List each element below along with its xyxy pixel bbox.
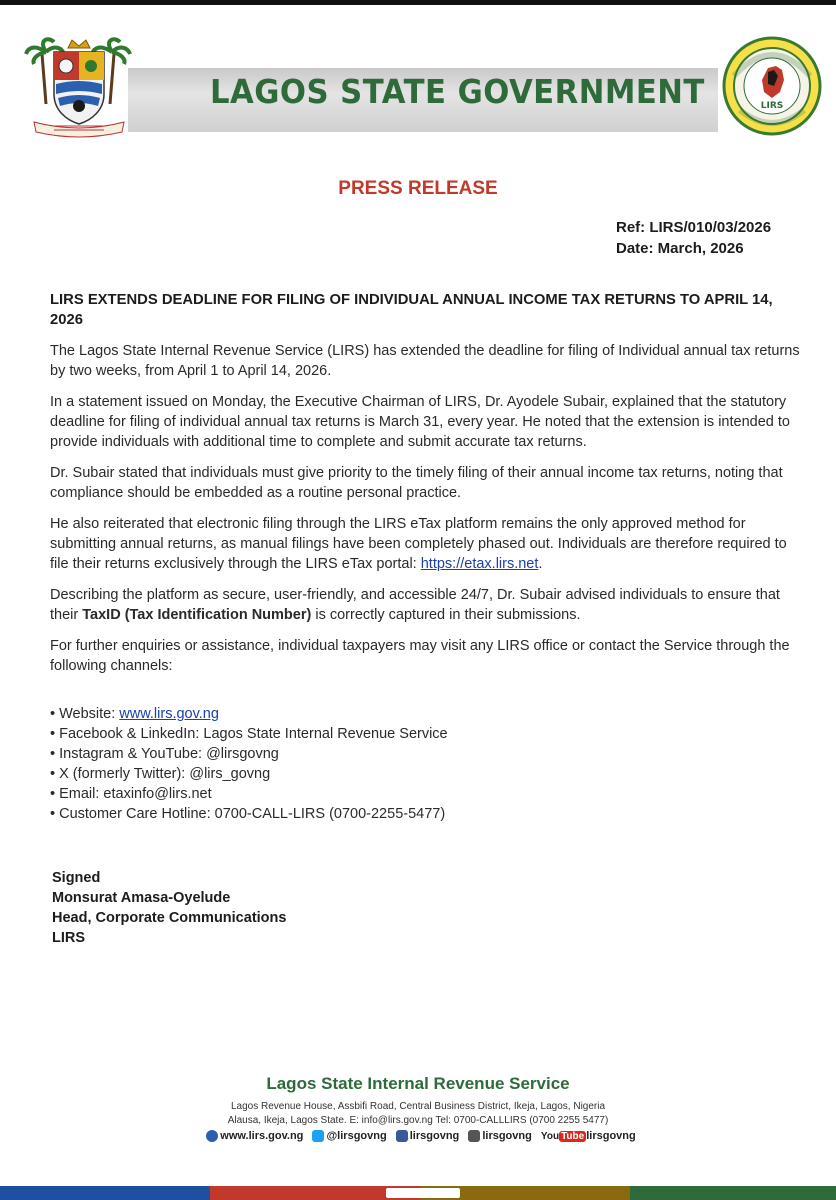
strip-label (386, 1188, 460, 1198)
channel-x: • X (formerly Twitter): @lirs_govng (50, 766, 271, 782)
footer-address-line-1: Lagos Revenue House, Assbifi Road, Central Business District, Ikeja, Lagos, Nigeria (230, 1101, 606, 1112)
letterhead (0, 28, 836, 138)
footer (0, 1074, 836, 1142)
channel-email: • Email: etaxinfo@lirs.net (50, 786, 212, 802)
signed-label: Signed (52, 870, 101, 886)
paragraph-4: He also reiterated that electronic filing through the LIRS eTax platform remains the only approved method for submitting annual returns, as manual filings have been completely phased out. Individuals are therefore required to file their returns exclusively through the LIRS eTax portal: https://etax.lirs.net. (50, 516, 787, 572)
website-link[interactable]: www.lirs.gov.ng (119, 706, 219, 722)
lirs-seal-logo (722, 36, 822, 136)
headline: LIRS EXTENDS DEADLINE FOR FILING OF INDIVIDUAL ANNUAL INCOME TAX RETURNS TO APRIL 14, 2026 (50, 292, 773, 328)
footer-website: www.lirs.gov.ng (220, 1130, 304, 1142)
svg-text:LIRS: LIRS (760, 101, 784, 111)
taxid-emphasis: TaxID (Tax Identification Number) (82, 607, 312, 623)
twitter-icon (312, 1130, 324, 1142)
signatory-title: Head, Corporate Communications (52, 910, 287, 926)
footer-facebook: lirsgovng (409, 1130, 460, 1142)
press-release-body (50, 290, 802, 824)
paragraph-6: For further enquiries or assistance, individual taxpayers may visit any LIRS office or contact the Service through the following channels: (50, 638, 790, 674)
footer-twitter: @lirsgovng (326, 1130, 387, 1142)
globe-icon (206, 1130, 218, 1142)
instagram-icon (468, 1130, 480, 1142)
contact-channels-list (50, 704, 802, 824)
channel-website: • Website: www.lirs.gov.ng (50, 706, 219, 722)
footer-social-row (0, 1130, 836, 1142)
footer-address-line-2: Alausa, Ikeja, Lagos State. E: info@lirs.gov.ng Tel: 0700-CALLLIRS (0700 2255 5477) (227, 1115, 609, 1126)
banner-title: LAGOS STATE GOVERNMENT (210, 72, 705, 111)
reference-number: Ref: LIRS/010/03/2026 (616, 219, 772, 236)
footer-instagram: lirsgovng (482, 1130, 532, 1142)
footer-youtube: lirsgovng (586, 1130, 636, 1142)
footer-title: Lagos State Internal Revenue Service (266, 1074, 570, 1093)
top-border (0, 0, 836, 5)
paragraph-5: Describing the platform as secure, user-friendly, and accessible 24/7, Dr. Subair advised individuals to ensure that their TaxID (Tax Identification Number) is correctly captured in their submissions. (50, 587, 780, 623)
signatory-name: Monsurat Amasa-Oyelude (52, 890, 231, 906)
lagos-coat-of-arms-logo (24, 34, 134, 140)
signature-block (52, 868, 286, 948)
channel-hotline: • Customer Care Hotline: 0700-CALL-LIRS (0700-2255-5477) (50, 806, 446, 822)
paragraph-1: The Lagos State Internal Revenue Service (LIRS) has extended the deadline for filing of Individual annual tax returns by two weeks, from April 1 to April 14, 2026. (50, 343, 800, 379)
paragraph-3: Dr. Subair stated that individuals must give priority to the timely filing of their annual income tax returns, noting that compliance should be embedded as a routine personal practice. (50, 465, 783, 501)
release-date: Date: March, 2026 (616, 240, 744, 257)
etax-portal-link[interactable]: https://etax.lirs.net (420, 556, 539, 572)
government-banner (128, 68, 718, 132)
channel-facebook: • Facebook & LinkedIn: Lagos State Internal Revenue Service (50, 726, 448, 742)
press-release-heading: PRESS RELEASE (338, 178, 498, 199)
youtube-icon: You Tube (540, 1131, 585, 1142)
facebook-icon (396, 1130, 408, 1142)
channel-instagram: • Instagram & YouTube: @lirsgovng (50, 746, 279, 762)
signatory-org: LIRS (52, 930, 86, 946)
paragraph-2: In a statement issued on Monday, the Executive Chairman of LIRS, Dr. Ayodele Subair, explained that the statutory deadline for filing of individual annual tax returns is March 31, every year. He noted that the extension is intended to provide individuals with additional time to complete and submit accurate tax returns. (50, 394, 790, 450)
reference-block (616, 217, 771, 259)
